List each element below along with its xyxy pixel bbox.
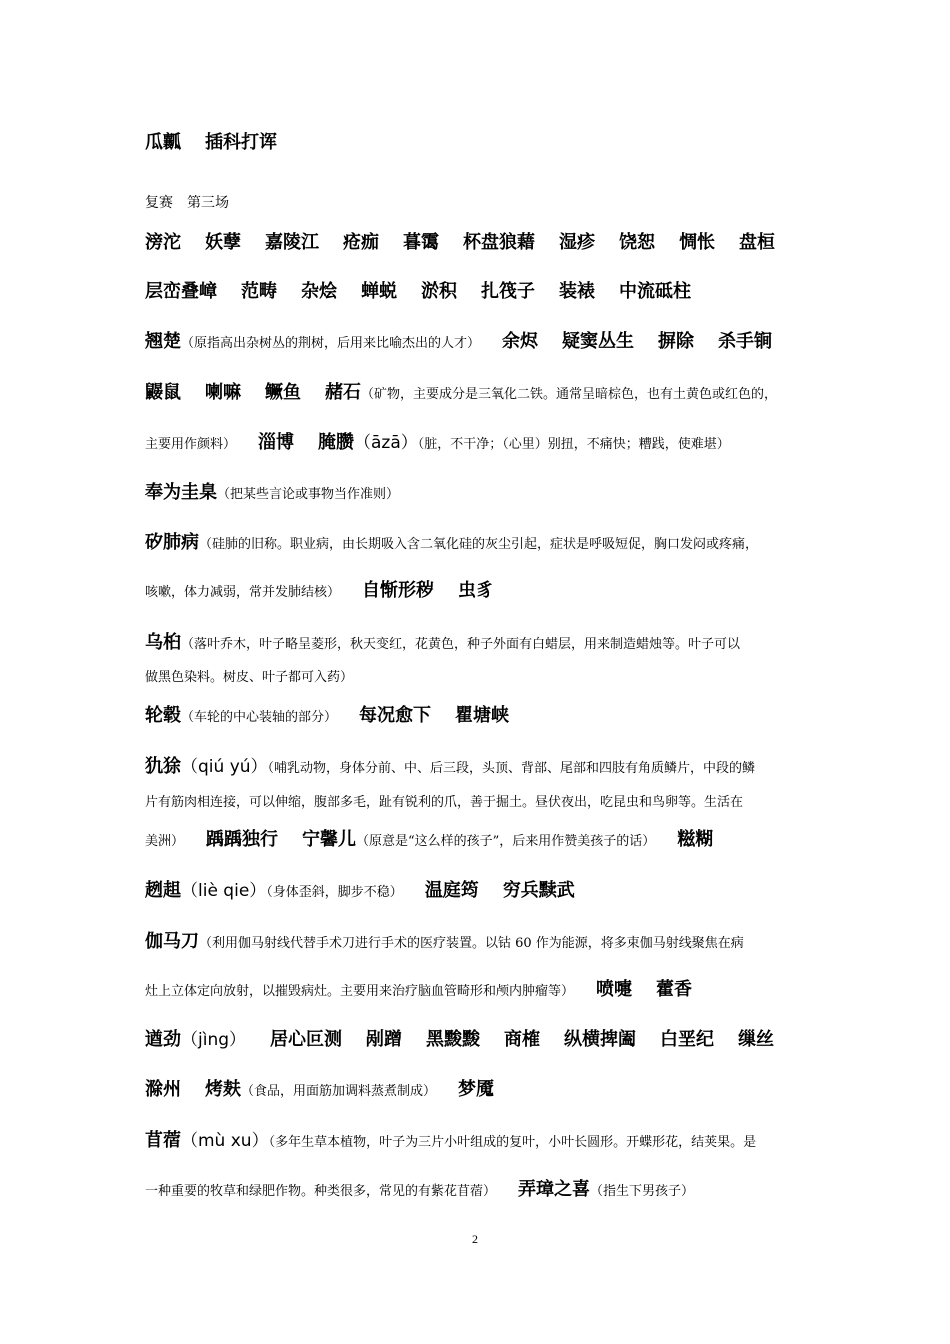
note: 灶上立体定向放射，以摧毁病灶。主要用来治疗脑血管畸形和颅内肿瘤等） (145, 984, 575, 999)
word: 商榷 (504, 1029, 541, 1050)
word: 淤积 (421, 281, 457, 302)
word: 虫豸 (458, 580, 495, 601)
word: 趔趄 (145, 880, 181, 901)
word: 缫丝 (738, 1029, 775, 1050)
word: 余烬 (502, 331, 539, 352)
word-row-6 (145, 478, 835, 504)
word: 范畴 (241, 281, 277, 302)
word: 剐蹭 (366, 1029, 403, 1050)
word: 蝉蜕 (361, 281, 397, 302)
word: 鳜鱼 (265, 382, 301, 403)
word-row-13 (145, 791, 835, 810)
word: 惆怅 (679, 232, 715, 253)
word: 扎筏子 (481, 281, 535, 302)
page-number: 2 (472, 1232, 478, 1246)
word: 穷兵黩武 (502, 880, 575, 901)
note: （把某些言论或事物当作准则） (217, 487, 400, 502)
note: （利用伽马射线代替手术刀进行手术的医疗装置。以钴 60 作为能源，将多束伽马射线聚焦在病 (199, 936, 744, 951)
word-row-19 (145, 1075, 835, 1101)
word-row-9 (145, 628, 835, 654)
pinyin: （mù xu） (181, 1131, 269, 1151)
word: 乌桕 (145, 632, 181, 653)
word: 妖孽 (205, 232, 241, 253)
word: 疮痂 (343, 232, 379, 253)
word: 瓜瓤 (145, 132, 181, 153)
note: 美洲） (145, 834, 185, 849)
word: 湿疹 (559, 232, 595, 253)
word: 踽踽独行 (206, 829, 279, 850)
word-row-11 (145, 701, 835, 727)
word-row-8 (145, 576, 835, 602)
word: 遒劲 (145, 1029, 181, 1050)
note: 做黑色染料。树皮、叶子都可入药） (145, 670, 354, 685)
word: 藿香 (656, 979, 693, 1000)
word-row-10 (145, 666, 835, 685)
top-line (145, 128, 835, 154)
word-row-20 (145, 1126, 835, 1152)
word: 弄璋之喜 (518, 1179, 591, 1200)
word-row-12 (145, 752, 835, 778)
word: 杯盘狼藉 (463, 232, 535, 253)
note: （指生下男孩子） (590, 1184, 695, 1199)
note: （身体歪斜，脚步不稳） (266, 885, 403, 900)
word: 暮霭 (403, 232, 439, 253)
word-row-5 (145, 428, 835, 454)
note: （哺乳动物，身体分前、中、后三段，头顶、背部、尾部和四肢有角质鳞片，中段的鳞 (267, 761, 756, 776)
word: 饶恕 (619, 232, 655, 253)
word: 奉为圭臬 (145, 482, 217, 503)
note: （食品，用面筋加调料蒸煮制成） (241, 1084, 437, 1099)
word: 纵横捭阖 (564, 1029, 637, 1050)
word: 居心叵测 (270, 1029, 343, 1050)
word: 烤麸 (205, 1079, 241, 1100)
note: 咳嗽，体力减弱，常并发肺结核） (145, 585, 341, 600)
word: 瞿塘峡 (455, 705, 510, 726)
word-row-7 (145, 528, 835, 554)
note: （车轮的中心装轴的部分） (181, 710, 338, 725)
word-row-14 (145, 825, 835, 851)
word: 矽肺病 (145, 532, 199, 553)
word-row-3 (145, 327, 835, 353)
note: （原意是“这么样的孩子”，后来用作赞美孩子的话） (356, 834, 656, 849)
word-row-4 (145, 378, 835, 404)
word-row-2 (145, 277, 835, 303)
word: 滁州 (145, 1079, 181, 1100)
note: （硅肺的旧称。职业病，由长期吸入含二氧化硅的灰尘引起，症状是呼吸短促，胸口发闷或疼痛， (199, 537, 759, 552)
word: 层峦叠嶂 (145, 281, 217, 302)
note: 一种重要的牧草和绿肥作物。种类很多，常见的有紫花苜蓿） (145, 1184, 497, 1199)
word: 苜蓿 (145, 1130, 181, 1151)
word: 轮毂 (145, 705, 181, 726)
word: 自惭形秽 (362, 580, 435, 601)
word: 糍糊 (677, 829, 714, 850)
word: 中流砥柱 (619, 281, 691, 302)
note: （矿物，主要成分是三氧化二铁。通常呈暗棕色，也有土黄色或红色的， (361, 387, 778, 402)
word-row-15 (145, 876, 835, 902)
word: 犰狳 (145, 756, 181, 777)
word: 腌臜 (318, 432, 355, 453)
pinyin: （qiú yú） (181, 757, 268, 777)
word: 伽马刀 (145, 931, 199, 952)
section-heading: 复赛 第三场 (145, 195, 229, 211)
word: 杀手锏 (718, 331, 773, 352)
word: 装裱 (559, 281, 595, 302)
word: 喷嚏 (596, 979, 633, 1000)
word: 翘楚 (145, 331, 181, 352)
word: 宁馨儿 (302, 829, 357, 850)
note: 片有筋肉相连接，可以伸缩，腹部多毛，趾有锐利的爪，善于掘土。昼伏夜出，吃昆虫和鸟卵等。生活在 (145, 795, 744, 810)
word: 淄博 (258, 432, 295, 453)
note: （脏，不干净；（心里）别扭，不痛快；糟践，使难堪） (417, 437, 730, 452)
word: 杂烩 (301, 281, 337, 302)
word-row-17 (145, 975, 835, 1001)
word: 梦魇 (458, 1079, 495, 1100)
word: 鼹鼠 (145, 382, 181, 403)
word: 白垩纪 (660, 1029, 715, 1050)
note: （落叶乔木，叶子略呈菱形，秋天变红，花黄色，种子外面有白蜡层，用来制造蜡烛等。叶子可以 (181, 637, 741, 652)
note: 主要用作颜料） (145, 437, 237, 452)
word: 黑黢黢 (426, 1029, 481, 1050)
word: 疑窦丛生 (562, 331, 635, 352)
word: 赭石 (325, 382, 361, 403)
pinyin: （jìng） (181, 1030, 247, 1050)
word-row-18 (145, 1025, 835, 1051)
word: 滂沱 (145, 232, 181, 253)
note: （原指高出杂树丛的荆树，后用来比喻杰出的人才） (181, 336, 481, 351)
pinyin: （liè qie） (181, 881, 267, 901)
word: 嘉陵江 (265, 232, 319, 253)
word: 喇嘛 (205, 382, 241, 403)
word: 插科打诨 (205, 132, 277, 153)
note: （多年生草本植物，叶子为三片小叶组成的复叶，小叶长圆形。开蝶形花，结荚果。是 (268, 1135, 757, 1150)
word: 摒除 (658, 331, 695, 352)
word-row-21 (145, 1175, 835, 1201)
pinyin: （āzā） (354, 433, 418, 453)
word: 温庭筠 (424, 880, 479, 901)
word-row-16 (145, 927, 835, 953)
word: 盘桓 (739, 232, 775, 253)
word: 每况愈下 (359, 705, 432, 726)
word-row-1 (145, 228, 835, 254)
